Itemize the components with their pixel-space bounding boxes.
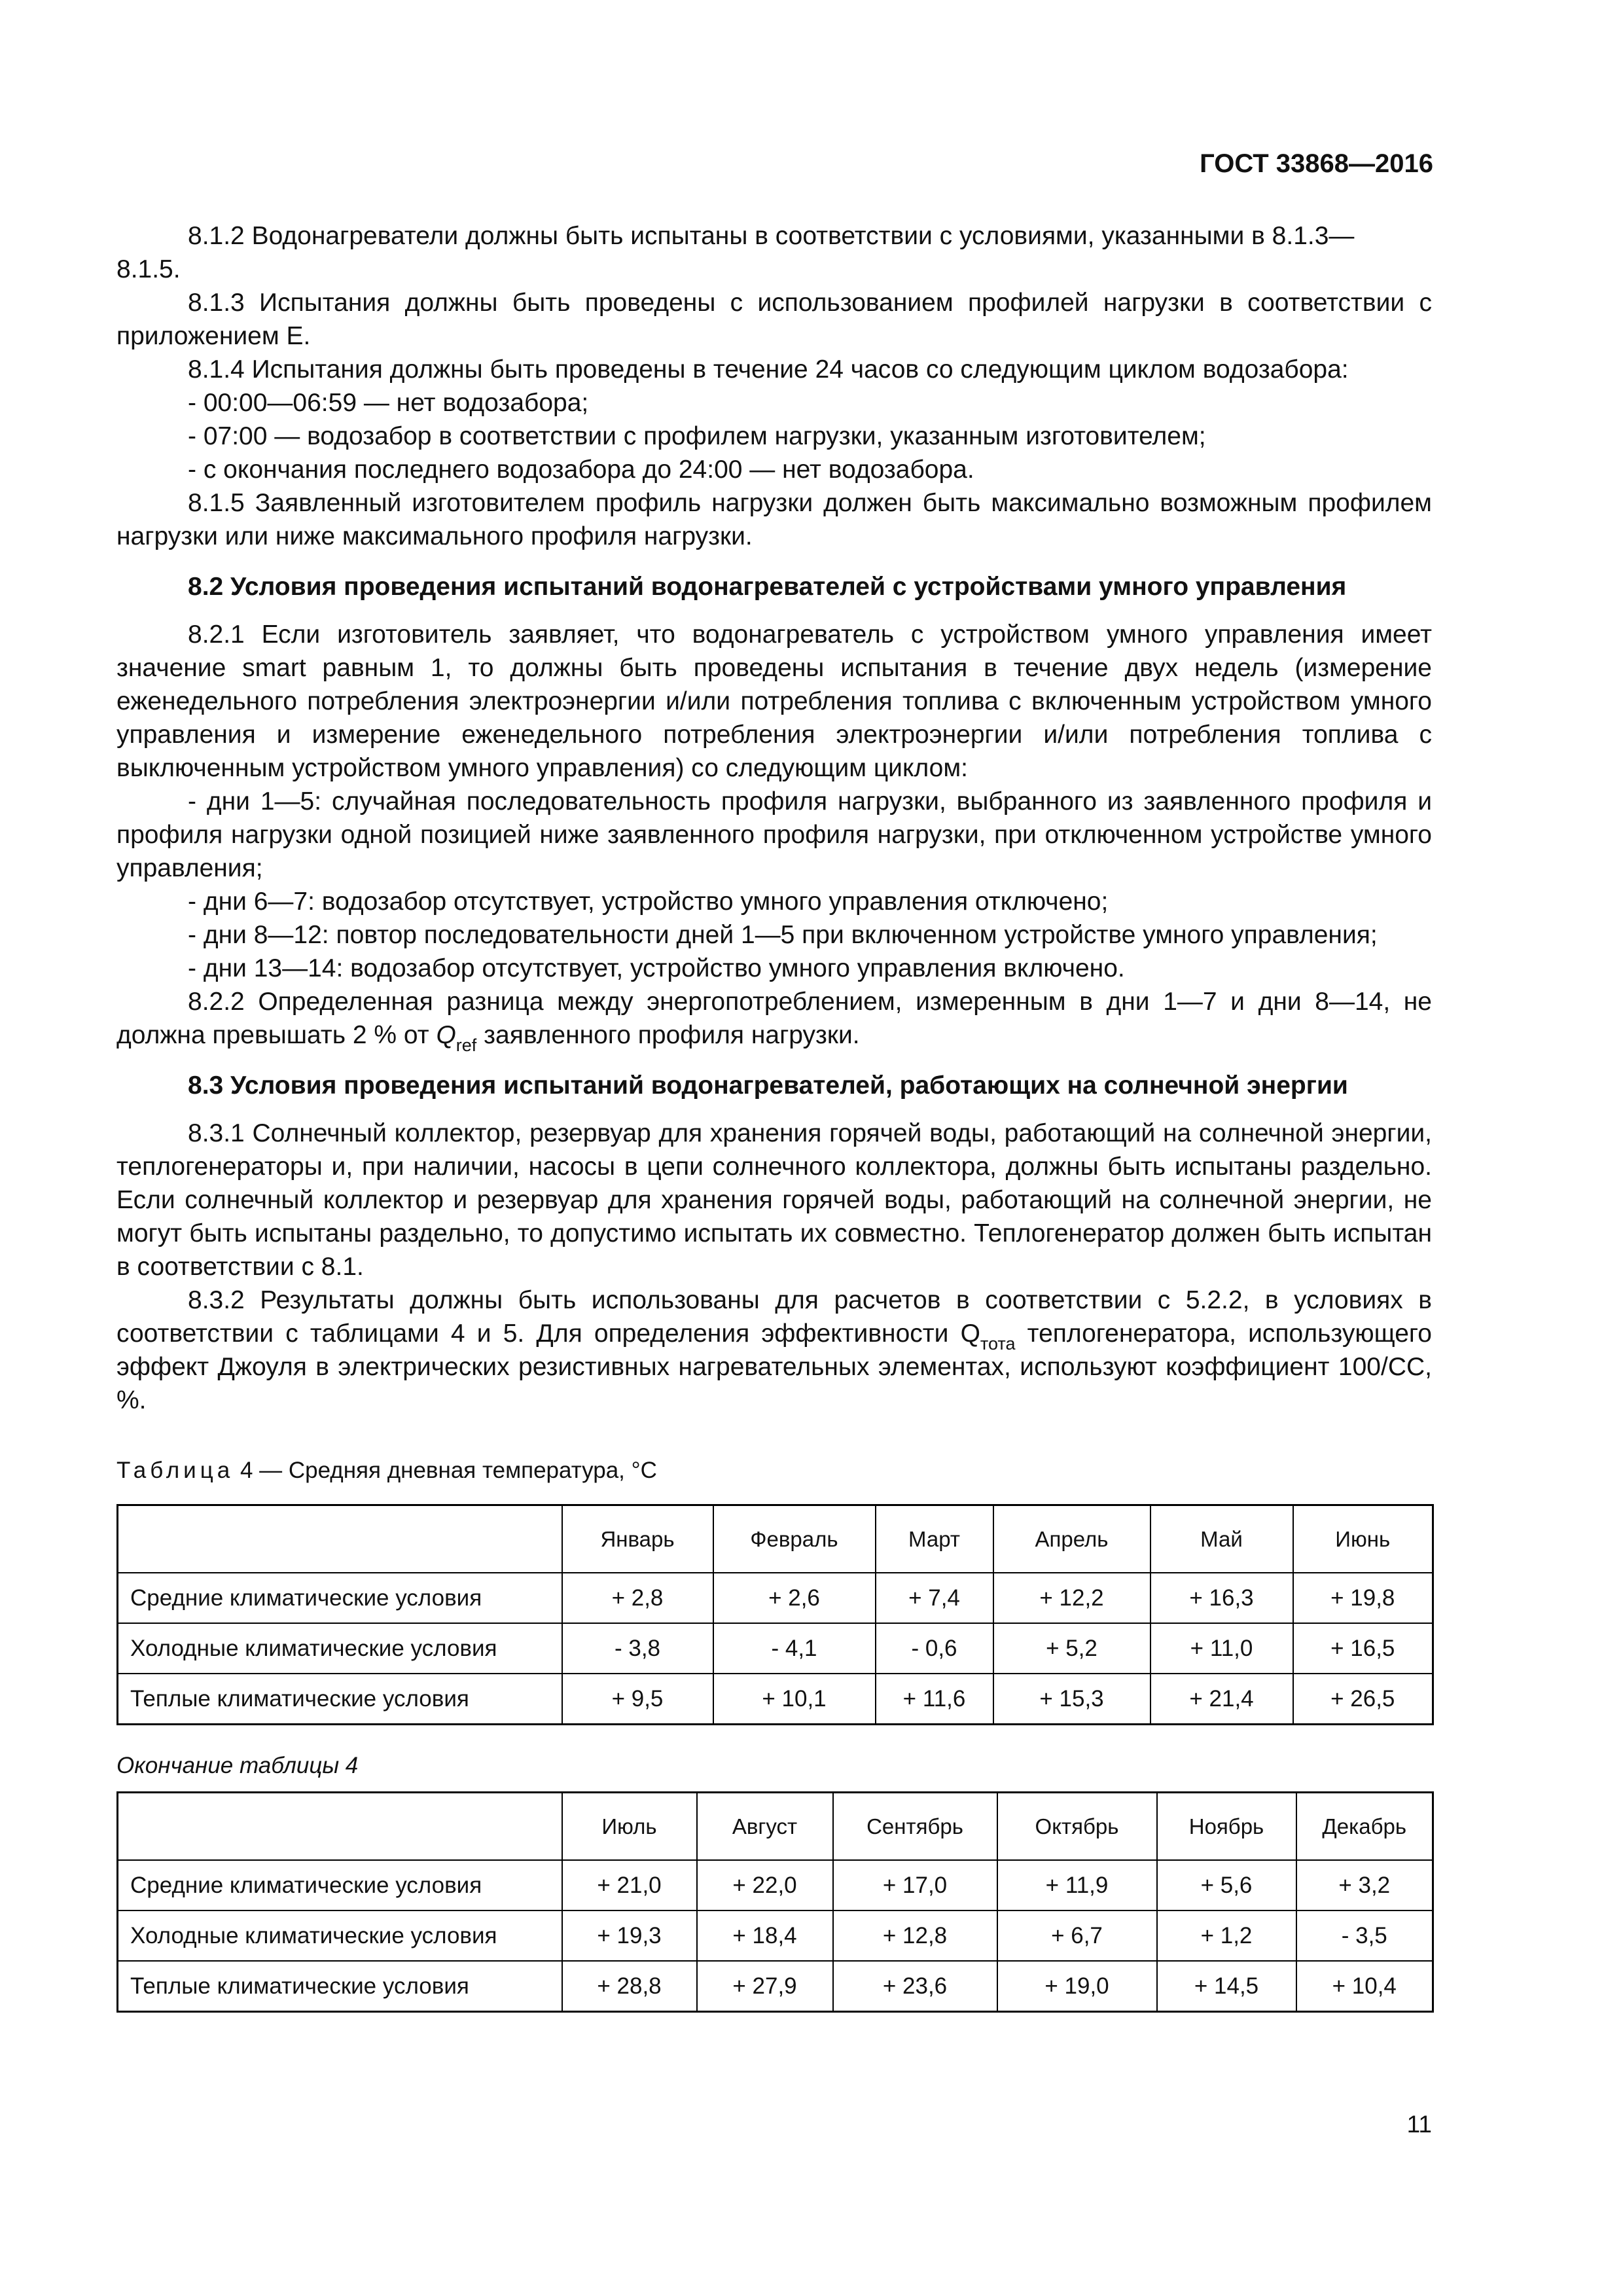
table-cell: + 10,1 <box>713 1674 876 1725</box>
paragraph-text: 8.3.2 Результаты должны быть использованы для расчетов в соответствии с 5.2.2, в условиях в соответствии с таблицами 4 и 5. Для определения эффективности Q <box>116 1286 1432 1348</box>
paragraph-text: 8.2.2 Определенная разница между энергопотреблением, измеренным в дни 1—7 и дни 8—14, не должна превышать 2 % от <box>116 988 1432 1049</box>
list-item: - дни 13—14: водозабор отсутствует, устройство умного управления включено. <box>188 954 1125 982</box>
paragraph-8-2-1: 8.2.1 Если изготовитель заявляет, что водонагреватель с устройством умного управления имеет значение smart равным 1, то должны быть проведены испытания в течение двух недель (измерение еженедельного потребления электроэнергии и/или потребления топлива с включенным устройством умного управления и измерение еженедельного потребления электроэнергии и/или потребления топлива с выключенным устройством умного управления) со следующим циклом: <box>116 620 1432 782</box>
month-header: Февраль <box>713 1505 876 1573</box>
paragraph-8-1-4: 8.1.4 Испытания должны быть проведены в течение 24 часов со следующим циклом водозабора: <box>188 355 1349 384</box>
document-code: ГОСТ 33868—2016 <box>1200 149 1433 178</box>
table-cell: + 19,0 <box>997 1961 1157 2012</box>
table-cell: + 15,3 <box>993 1674 1150 1725</box>
list-item: - 00:00—06:59 — нет водозабора; <box>188 389 589 417</box>
section-heading-8-2: 8.2 Условия проведения испытаний водонагревателей с устройствами умного управления <box>188 573 1347 601</box>
table-cell: - 0,6 <box>876 1623 993 1674</box>
table-cell: + 14,5 <box>1157 1961 1296 2012</box>
paragraph-text: теплогенератора, использующего эффект Джоуля в электрических резистивных нагревательных элементах, используют коэффициент 100/СС, %. <box>116 1319 1432 1414</box>
row-label: Средние климатические условия <box>118 1573 562 1623</box>
table-cell: + 27,9 <box>697 1961 833 2012</box>
paragraph-text: заявленного профиля нагрузки. <box>476 1021 860 1049</box>
list-item: - дни 8—12: повтор последовательности дней 1—5 при включенном устройстве умного управления; <box>188 921 1378 949</box>
month-header: Май <box>1150 1505 1293 1573</box>
list-item: - дни 6—7: водозабор отсутствует, устройство умного управления отключено; <box>188 888 1109 916</box>
paragraph-8-1-3: 8.1.3 Испытания должны быть проведены с использованием профилей нагрузки в соответствии с приложением Е. <box>116 289 1432 350</box>
table-cell: + 21,0 <box>562 1860 697 1910</box>
table-cell: + 1,2 <box>1157 1910 1296 1961</box>
paragraph-8-3-2 <box>116 1283 1432 1417</box>
month-header: Апрель <box>993 1505 1150 1573</box>
table-cell: + 19,3 <box>562 1910 697 1961</box>
table-cell: - 3,8 <box>562 1623 713 1674</box>
table-cell: + 6,7 <box>997 1910 1157 1961</box>
table-cell: - 3,5 <box>1296 1910 1433 1961</box>
month-header: Август <box>697 1793 833 1861</box>
table-row <box>118 1674 1433 1725</box>
table-cell: + 9,5 <box>562 1674 713 1725</box>
table-cell: + 17,0 <box>833 1860 997 1910</box>
paragraph-8-1-2: 8.1.2 Водонагреватели должны быть испытаны в соответствии с условиями, указанными в 8.1.3— <box>188 222 1355 250</box>
month-header: Июнь <box>1293 1505 1433 1573</box>
list-item: - дни 1—5: случайная последовательность профиля нагрузки, выбранного из заявленного профиля и профиля нагрузки одной позицией ниже заявленного профиля нагрузки, при отключенном устройстве умного управления; <box>116 787 1432 882</box>
month-header: Октябрь <box>997 1793 1157 1861</box>
month-header: Ноябрь <box>1157 1793 1296 1861</box>
table-cell: + 5,6 <box>1157 1860 1296 1910</box>
table-cell: + 28,8 <box>562 1961 697 2012</box>
month-header: Сентябрь <box>833 1793 997 1861</box>
q-subscript: тота <box>980 1334 1016 1354</box>
table-cell: + 10,4 <box>1296 1961 1433 2012</box>
table-caption <box>116 1454 1432 1487</box>
table-row <box>118 1910 1433 1961</box>
table-continuation-caption: Окончание таблицы 4 <box>116 1753 359 1778</box>
table-row <box>118 1623 1433 1674</box>
table-cell: + 2,6 <box>713 1573 876 1623</box>
month-header: Март <box>876 1505 993 1573</box>
paragraph-8-1-5: 8.1.5 Заявленный изготовителем профиль нагрузки должен быть максимально возможным профилем нагрузки или ниже максимального профиля нагрузки. <box>116 489 1432 550</box>
temperature-table-1 <box>116 1504 1434 1725</box>
table-header-corner <box>118 1793 562 1861</box>
paragraph-8-1-2-continuation: 8.1.5. <box>116 255 181 283</box>
table-cell: + 2,8 <box>562 1573 713 1623</box>
month-header: Декабрь <box>1296 1793 1433 1861</box>
table-cell: + 26,5 <box>1293 1674 1433 1725</box>
table-cell: + 22,0 <box>697 1860 833 1910</box>
table-row <box>118 1961 1433 2012</box>
table-cell: - 4,1 <box>713 1623 876 1674</box>
list-item: - с окончания последнего водозабора до 24:00 — нет водозабора. <box>188 456 974 484</box>
table-cell: + 5,2 <box>993 1623 1150 1674</box>
row-label: Теплые климатические условия <box>118 1961 562 2012</box>
paragraph-8-3-1: 8.3.1 Солнечный коллектор, резервуар для хранения горячей воды, работающий на солнечной энергии, теплогенераторы и, при наличии, насосы в цепи солнечного коллектора, должны быть испытаны раздельно. Если солнечный коллектор и резервуар для хранения горячей воды, работающий на солнечной энергии, не могут быть испытаны раздельно, то допустимо испытать их совместно. Теплогенератор должен быть испытан в соответствии с 8.1. <box>116 1119 1432 1281</box>
table-cell: + 12,2 <box>993 1573 1150 1623</box>
table-cell: + 23,6 <box>833 1961 997 2012</box>
page-content <box>116 219 1432 2013</box>
row-label: Теплые климатические условия <box>118 1674 562 1725</box>
table-cell: + 11,0 <box>1150 1623 1293 1674</box>
q-subscript: ref <box>455 1035 477 1055</box>
month-header: Июль <box>562 1793 697 1861</box>
table-cell: + 18,4 <box>697 1910 833 1961</box>
month-header: Январь <box>562 1505 713 1573</box>
table-caption-word: Таблица <box>116 1458 234 1483</box>
table-header-row <box>118 1793 1433 1861</box>
paragraph-8-2-2 <box>116 985 1432 1055</box>
table-header-row <box>118 1505 1433 1573</box>
page-number: 11 <box>1406 2111 1432 2138</box>
table-cell: + 16,5 <box>1293 1623 1433 1674</box>
list-item: - 07:00 — водозабор в соответствии с профилем нагрузки, указанным изготовителем; <box>188 422 1206 450</box>
row-label: Холодные климатические условия <box>118 1623 562 1674</box>
table-cell: + 3,2 <box>1296 1860 1433 1910</box>
table-row <box>118 1860 1433 1910</box>
row-label: Средние климатические условия <box>118 1860 562 1910</box>
q-symbol: Q <box>436 1021 456 1049</box>
temperature-table-2 <box>116 1791 1434 2013</box>
table-cell: + 12,8 <box>833 1910 997 1961</box>
table-cell: + 21,4 <box>1150 1674 1293 1725</box>
table-caption-text: 4 — Средняя дневная температура, °С <box>234 1458 657 1483</box>
table-cell: + 7,4 <box>876 1573 993 1623</box>
table-cell: + 11,9 <box>997 1860 1157 1910</box>
row-label: Холодные климатические условия <box>118 1910 562 1961</box>
table-cell: + 11,6 <box>876 1674 993 1725</box>
table-cell: + 16,3 <box>1150 1573 1293 1623</box>
table-header-corner <box>118 1505 562 1573</box>
section-heading-8-3: 8.3 Условия проведения испытаний водонагревателей, работающих на солнечной энергии <box>188 1071 1348 1100</box>
table-cell: + 19,8 <box>1293 1573 1433 1623</box>
table-row <box>118 1573 1433 1623</box>
